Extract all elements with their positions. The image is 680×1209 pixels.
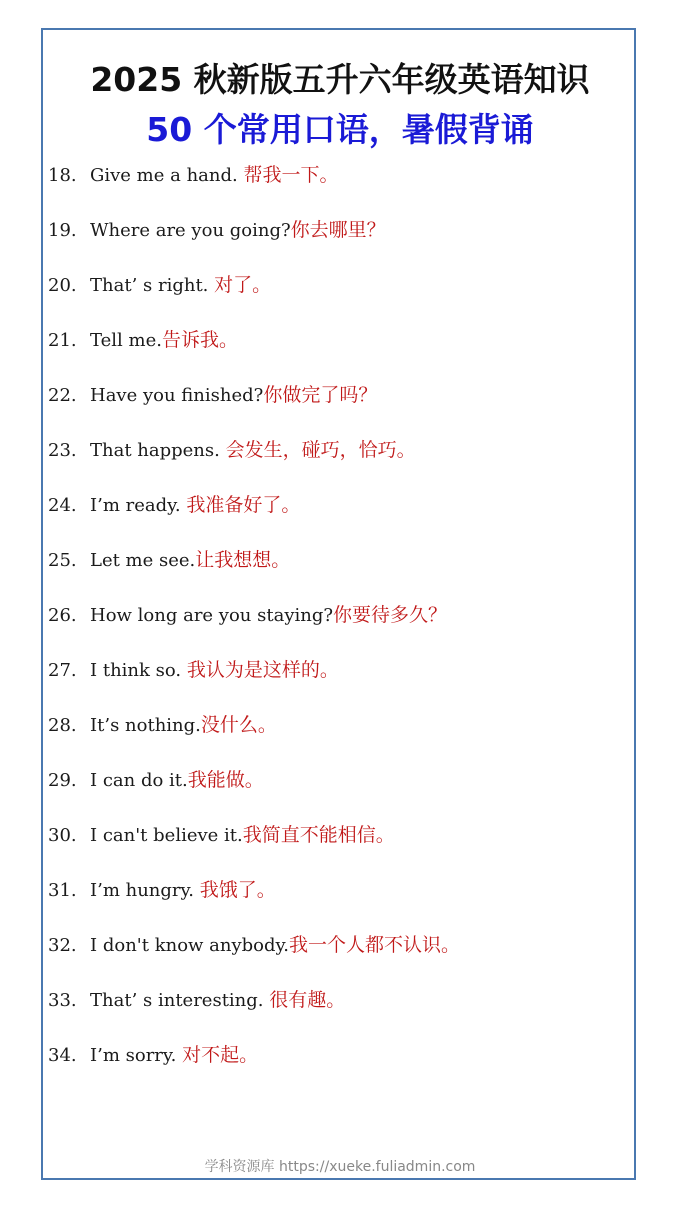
english-phrase: Give me a hand. <box>90 165 244 186</box>
english-phrase: I can't believe it. <box>90 825 243 846</box>
list-item <box>48 706 460 761</box>
list-item <box>48 596 460 651</box>
english-phrase: I’m hungry. <box>90 880 200 901</box>
item-number: 25. <box>48 550 77 571</box>
english-phrase: I don't know anybody. <box>90 935 290 956</box>
list-item <box>48 266 460 321</box>
phrase-list <box>48 156 460 1091</box>
chinese-translation: 告诉我。 <box>161 329 238 351</box>
chinese-translation: 很有趣。 <box>269 989 346 1011</box>
item-number: 18. <box>48 165 77 186</box>
english-phrase: It’s nothing. <box>90 715 201 736</box>
english-phrase: Tell me. <box>90 330 162 351</box>
english-phrase: I can do it. <box>90 770 188 791</box>
english-phrase: I think so. <box>90 660 187 681</box>
chinese-translation: 我认为是这样的。 <box>186 659 339 681</box>
chinese-translation: 对不起。 <box>182 1044 259 1066</box>
list-item <box>48 1036 460 1091</box>
item-number: 33. <box>48 990 77 1011</box>
list-item <box>48 871 460 926</box>
chinese-translation: 你要待多久？ <box>333 604 448 626</box>
list-item <box>48 321 460 376</box>
item-number: 20. <box>48 275 77 296</box>
chinese-translation: 你去哪里？ <box>290 219 386 241</box>
item-number: 19. <box>48 220 77 241</box>
item-number: 26. <box>48 605 77 626</box>
chinese-translation: 会发生，碰巧，恰巧。 <box>225 439 416 461</box>
item-number: 21. <box>48 330 77 351</box>
list-item <box>48 926 460 981</box>
list-item <box>48 376 460 431</box>
page-subtitle: 50 个常用口语，暑假背诵 <box>146 110 534 149</box>
list-item <box>48 816 460 871</box>
list-item <box>48 486 460 541</box>
english-phrase: That happens. <box>90 440 226 461</box>
english-phrase: That’ s right. <box>90 275 215 296</box>
item-number: 22. <box>48 385 77 406</box>
item-number: 27. <box>48 660 77 681</box>
item-number: 30. <box>48 825 77 846</box>
list-item <box>48 541 460 596</box>
list-item <box>48 981 460 1036</box>
english-phrase: How long are you staying? <box>90 605 334 626</box>
chinese-translation: 我准备好了。 <box>186 494 301 516</box>
english-phrase: I’m sorry. <box>90 1045 183 1066</box>
list-item <box>48 431 460 486</box>
item-number: 29. <box>48 770 77 791</box>
chinese-translation: 帮我一下。 <box>243 164 339 186</box>
chinese-translation: 我饿了。 <box>199 879 276 901</box>
chinese-translation: 让我想想。 <box>195 549 291 571</box>
chinese-translation: 没什么。 <box>200 714 277 736</box>
chinese-translation: 你做完了吗？ <box>263 384 378 406</box>
chinese-translation: 对了。 <box>214 274 272 296</box>
item-number: 34. <box>48 1045 77 1066</box>
english-phrase: Let me see. <box>90 550 196 571</box>
english-phrase: That’ s interesting. <box>90 990 270 1011</box>
item-number: 28. <box>48 715 77 736</box>
list-item <box>48 211 460 266</box>
list-item <box>48 651 460 706</box>
item-number: 32. <box>48 935 77 956</box>
chinese-translation: 我能做。 <box>187 769 264 791</box>
item-number: 23. <box>48 440 77 461</box>
english-phrase: Where are you going? <box>90 220 291 241</box>
list-item <box>48 156 460 211</box>
chinese-translation: 我一个人都不认识。 <box>289 934 461 956</box>
footer-watermark: 学科资源库 https://xueke.fuliadmin.com <box>204 1159 476 1175</box>
list-item <box>48 761 460 816</box>
english-phrase: I’m ready. <box>90 495 187 516</box>
item-number: 31. <box>48 880 77 901</box>
item-number: 24. <box>48 495 77 516</box>
english-phrase: Have you finished? <box>90 385 264 406</box>
chinese-translation: 我简直不能相信。 <box>242 824 395 846</box>
page-title: 2025 秋新版五升六年级英语知识 <box>90 60 590 99</box>
